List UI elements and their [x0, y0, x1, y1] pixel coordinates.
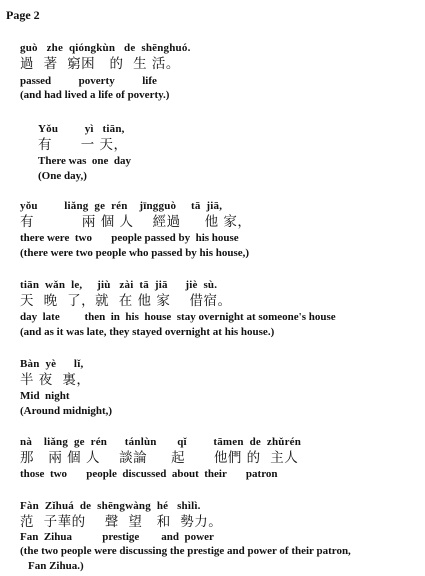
- translation-line: (Around midnight,): [20, 405, 113, 417]
- pinyin-line: guò zhe qióngkùn de shēnghuó.: [20, 42, 191, 54]
- translation-line: (and as it was late, they stayed overnight at his house.): [20, 326, 275, 338]
- gloss-line: there were two people passed by his house: [20, 232, 239, 244]
- chinese-line: 天 晚 了，就 在 他 家 借宿。: [20, 293, 232, 309]
- pinyin-line: Bàn yè lǐ,: [20, 358, 84, 370]
- chinese-line: 過 著 窮困 的 生 活。: [20, 56, 180, 72]
- gloss-line: day late then in his house stay overnight at someone's house: [20, 311, 336, 323]
- pinyin-line: nà liǎng ge rén tánlùn qǐ tāmen de zhǔrén: [20, 436, 302, 448]
- gloss-line: There was one day: [38, 155, 131, 167]
- chinese-line: 有 一 天，: [38, 137, 128, 153]
- translation-line: (there were two people who passed by his house,): [20, 247, 250, 259]
- pinyin-line: Fàn Zǐhuá de shēngwàng hé shìlì.: [20, 500, 201, 512]
- gloss-line: Fan Zihua prestige and power: [20, 531, 214, 543]
- chinese-line: 半 夜 裏，: [20, 372, 91, 388]
- gloss-line: passed poverty life: [20, 75, 157, 87]
- translation-line: (and had lived a life of poverty.): [20, 89, 170, 101]
- pinyin-line: tiān wǎn le, jiù zài tā jiā jiè sù.: [20, 279, 218, 291]
- translation-line: (One day,): [38, 170, 87, 182]
- chinese-line: 那 兩 個 人 談論 起 他們 的 主人: [20, 450, 299, 466]
- pinyin-line: Yǒu yì tiān,: [38, 123, 125, 135]
- translation-line: Fan Zihua.): [28, 560, 84, 572]
- gloss-line: Mid night: [20, 390, 70, 402]
- gloss-line: those two people discussed about their patron: [20, 468, 278, 480]
- chinese-line: 有 兩 個 人 經過 他 家，: [20, 214, 252, 230]
- translation-line: (the two people were discussing the prestige and power of their patron,: [20, 545, 351, 557]
- pinyin-line: yǒu liǎng ge rén jīngguò tā jiā,: [20, 200, 223, 212]
- page-number: Page 2: [6, 8, 40, 22]
- chinese-line: 范 子華的 聲 望 和 勢力。: [20, 514, 223, 530]
